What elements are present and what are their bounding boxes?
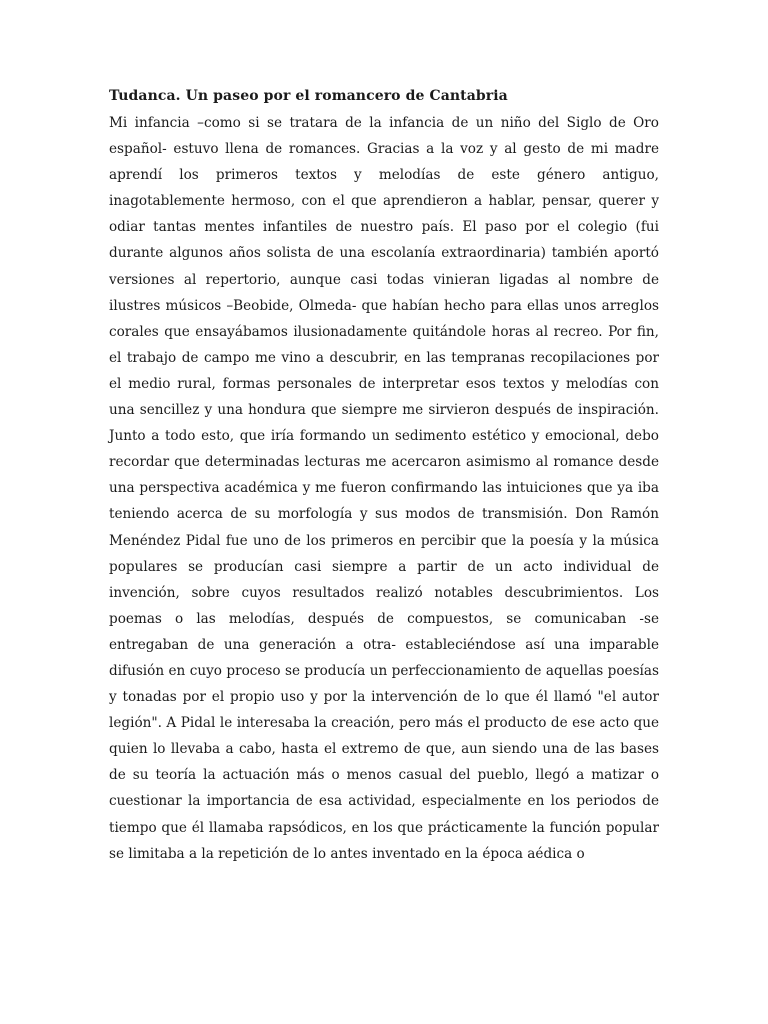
document-title: Tudanca. Un paseo por el romancero de Cantabria bbox=[109, 88, 508, 104]
document-paragraph: Mi infancia –como si se tratara de la infancia de un niño del Siglo de Oro español- estuvo llena de romances. Gracias a la voz y al gesto de mi madre aprendí los primeros textos y melodías de este género antiguo, inagotablemente hermoso, con el que aprendieron a hablar, pensar, querer y odiar tantas mentes infantiles de nuestro país. El paso por el colegio (fui durante algunos años solista de una escolanía extraordinaria) también aportó versiones al repertorio, aunque casi todas vinieran ligadas al nombre de ilustres músicos –Beobide, Olmeda- que habían hecho para ellas unos arreglos corales que ensayábamos ilusionadamente quitándole horas al recreo. Por fin, el trabajo de campo me vino a descubrir, en las tempranas recopilaciones por el medio rural, formas personales de interpretar esos textos y melodías con una sencillez y una hondura que siempre me sirvieron después de inspiración. Junto a todo esto, que iría formando un sedimento estético y emocional, debo recordar que determinadas lecturas me acercaron asimismo al romance desde una perspectiva académica y me fueron confirmando las intuiciones que ya iba teniendo acerca de su morfología y sus modos de transmisión. Don Ramón Menéndez Pidal fue uno de los primeros en percibir que la poesía y la música populares se producían casi siempre a partir de un acto individual de invención, sobre cuyos resultados realizó notables descubrimientos. Los poemas o las melodías, después de compuestos, se comunicaban -se entregaban de una generación a otra- estableciéndose así una imparable difusión en cuyo proceso se producía un perfeccionamiento de aquellas poesías y tonadas por el propio uso y por la intervención de lo que él llamó "el autor legión". A Pidal le interesaba la creación, pero más el producto de ese acto que quien lo llevaba a cabo, hasta el extremo de que, aun siendo una de las bases de su teoría la actuación más o menos casual del pueblo, llegó a matizar o cuestionar la importancia de esa actividad, especialmente en los periodos de tiempo que él llamaba rapsódicos, en los que prácticamente la función popular se limitaba a la repetición de lo antes inventado en la época aédica o bbox=[109, 115, 659, 862]
document-content bbox=[109, 84, 659, 867]
